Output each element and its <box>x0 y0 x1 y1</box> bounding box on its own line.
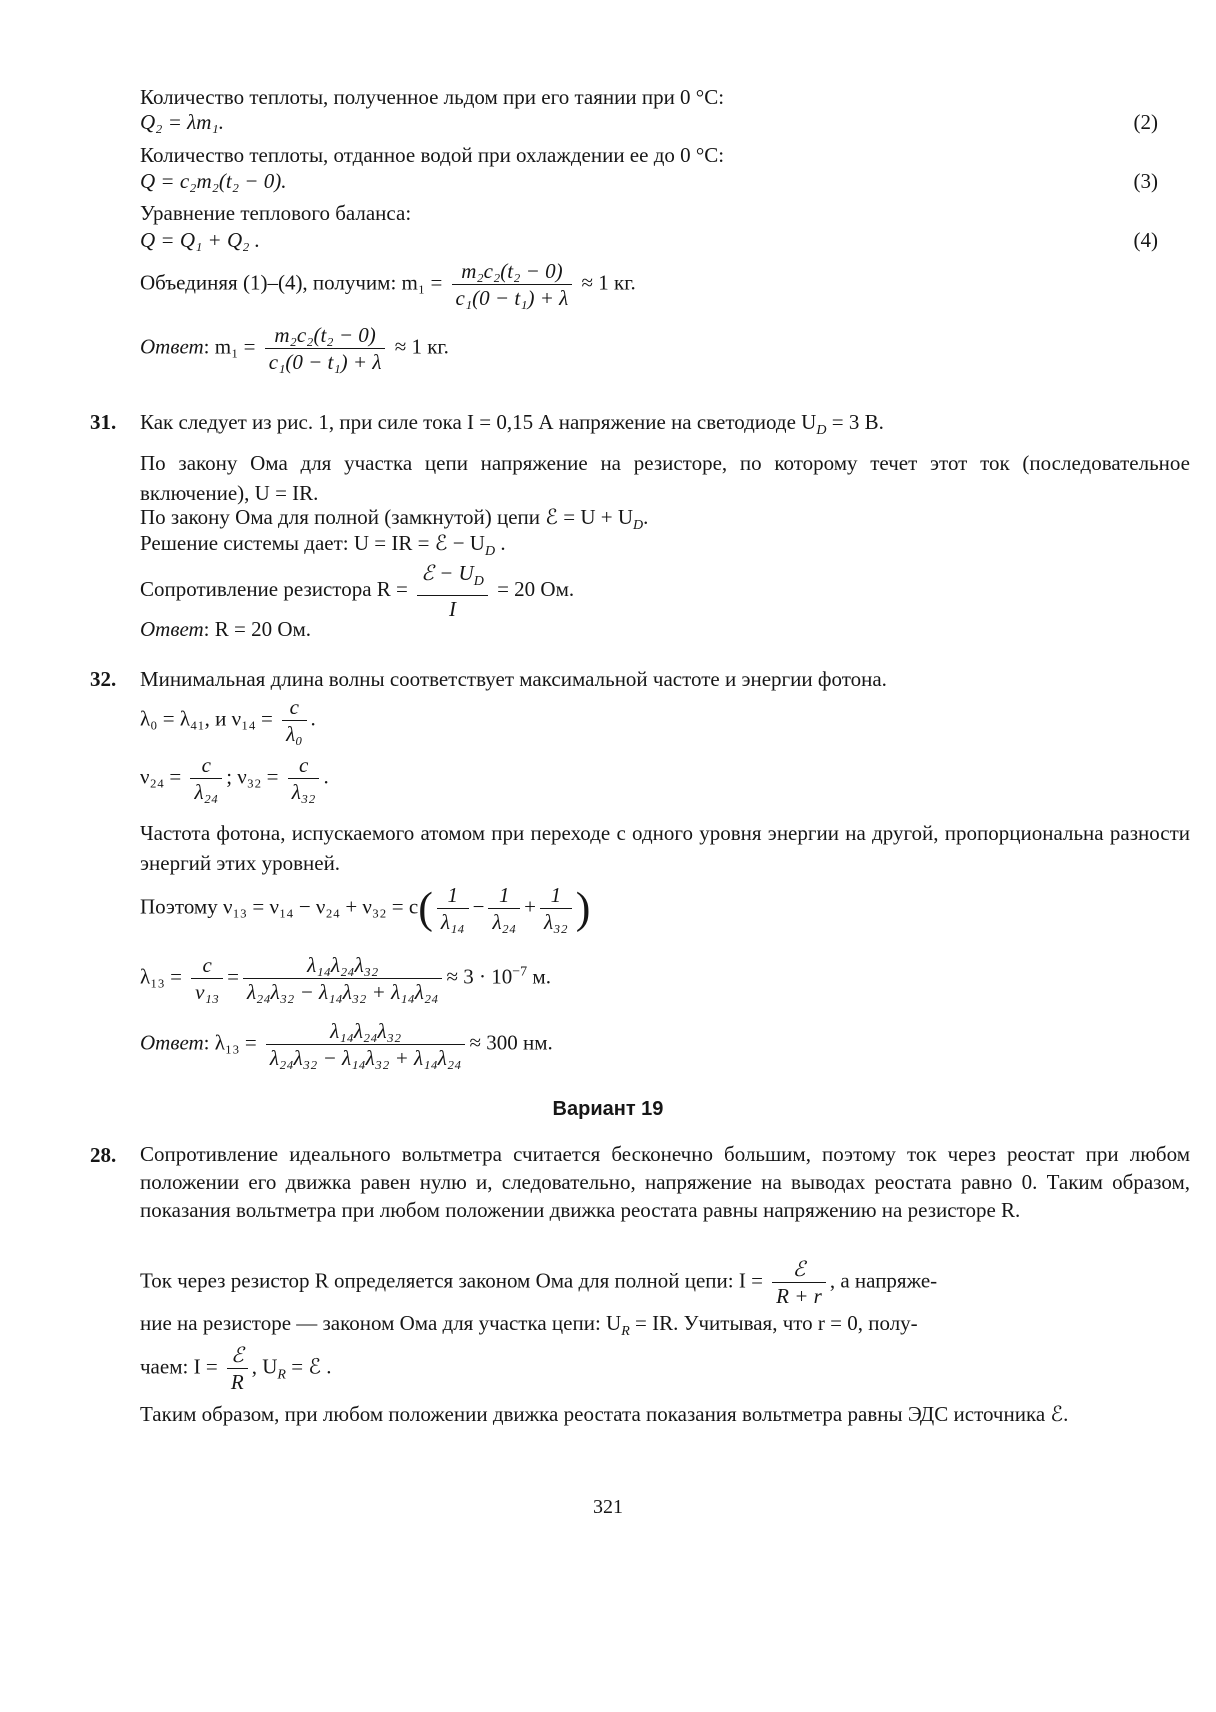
equation-number: (3) <box>1133 169 1158 193</box>
fraction-numerator <box>417 560 488 596</box>
fraction <box>266 1018 466 1071</box>
formula-middle: , U <box>251 1354 278 1379</box>
formula-suffix: ≈ 3 · 10 <box>446 964 513 989</box>
fraction <box>540 882 572 935</box>
text-span: Как следует из рис. 1, при силе тока I = 0,15 А напряжение на светодиоде U <box>140 410 817 434</box>
fraction-numerator: c <box>288 752 320 779</box>
text-span: . <box>643 505 649 529</box>
fraction-numerator: 1 <box>488 882 520 909</box>
formula-prefix: Поэтому ν₁₃ = ν₁₄ − ν₂₄ + ν₃₂ = c <box>140 894 419 919</box>
formula-middle: ; ν₃₂ = <box>226 764 279 789</box>
formula-balance: Q = Q₁ + Q₂ . <box>140 228 260 252</box>
text-line <box>140 407 884 446</box>
fraction <box>417 560 488 622</box>
formula-current <box>140 1256 937 1309</box>
paragraph: Сопротивление идеального вольтметра считается бесконечно большим, поэтому ток через реостат при любом положении его движка равен нулю и, следовательно, напряжение на выводах реостата равно 0. Таким образом, показания вольтметра при любом положении движка реостата равны напряжению на резисторе R. <box>140 1142 1190 1222</box>
answer-line <box>140 322 449 375</box>
fraction-numerator: λ₁₄λ₂₄λ₃₂ <box>243 952 443 979</box>
fraction-numerator: λ₁₄λ₂₄λ₃₂ <box>266 1018 466 1045</box>
formula-prefix: ν₂₄ = <box>140 764 182 789</box>
equation-number: (4) <box>1133 228 1158 252</box>
equation-number: (2) <box>1133 110 1158 134</box>
fraction-denominator: λ₀ <box>286 722 303 746</box>
fraction-numerator: c <box>282 694 306 721</box>
fraction-denominator: λ₂₄ <box>194 780 219 804</box>
answer-suffix: ≈ 1 кг. <box>394 334 449 359</box>
subscript: D <box>633 518 644 534</box>
fraction-numerator: c <box>190 752 222 779</box>
fraction-numerator: ℰ <box>772 1256 826 1283</box>
fraction-denominator: λ₁₄ <box>440 910 465 934</box>
formula-suffix: ≈ 1 кг. <box>581 270 636 295</box>
fraction-denominator: c₁(0 − t₁) + λ <box>268 350 382 374</box>
formula-lambda13: λ₁₃ = $\frac{c}{\text{ν₁₃}}$ = $\frac{\text{λ₁₄λ₂₄λ₃₂}}{\text{λ₂₄λ₃₂ − λ₁₄λ₃₂ + λ₁₄λ₂₄}}$ ≈ $3 \cdot 10^{-7}$ м. <box>140 953 551 1004</box>
fraction-numerator: m₂c₂(t₂ − 0) <box>265 322 386 349</box>
formula-suffix: , а напряже- <box>829 1268 938 1293</box>
formula-suffix: . <box>310 706 316 731</box>
fraction-denominator: λ₂₄ <box>492 910 517 934</box>
subscript: D <box>484 544 496 560</box>
fraction-denominator: λ₃₂ <box>291 780 316 804</box>
formula-nu13: Поэтому ν₁₃ = ν₁₄ − ν₂₄ + ν₃₂ = c( $\frac{1}{\text{λ₁₄}}$ − $\frac{1}{\text{λ₂₄}}$ + $\frac{1}{\text{λ₃₂}}$ ) <box>140 883 591 934</box>
formula-prefix: Сопротивление резистора R = <box>140 576 408 601</box>
section-heading: Вариант 19 <box>552 1098 664 1120</box>
formula-prefix: Ток через резистор R определяется законом Ома для полной цепи: I = <box>140 1268 763 1293</box>
page-number: 321 <box>593 1496 623 1518</box>
fraction-numerator: ℰ <box>227 1342 248 1369</box>
answer-line <box>140 614 311 644</box>
answer-label: Ответ <box>140 334 204 359</box>
fraction-denominator: R <box>230 1370 244 1394</box>
formula-q2: Q₂ = λm₁. <box>140 110 224 134</box>
answer-prefix: : λ₁₃ = <box>203 1030 257 1055</box>
unit: м. <box>527 964 551 989</box>
formula-q: Q = c₂m₂(t₂ − 0). <box>140 169 287 193</box>
fraction-numerator: c <box>191 952 223 979</box>
paren-open: ( <box>418 883 433 933</box>
fraction <box>437 882 469 935</box>
answer-label: Ответ <box>140 1030 204 1055</box>
formula-suffix: = ℰ . <box>285 1354 332 1379</box>
fraction <box>772 1256 826 1309</box>
problem-number: 28. <box>90 1143 117 1167</box>
fraction <box>227 1342 248 1395</box>
subscript: D <box>473 574 484 590</box>
text-span: ние на резисторе — законом Ома для участка цепи: U <box>140 1311 622 1335</box>
answer-suffix: ≈ 300 нм. <box>469 1030 553 1055</box>
fraction-denominator: λ₂₄λ₃₂ − λ₁₄λ₃₂ + λ₁₄λ₂₄ <box>246 980 439 1004</box>
fraction-denominator: c₁(0 − t₁) + λ <box>455 286 569 310</box>
problem-number: 31. <box>90 410 117 434</box>
formula-prefix: Объединяя (1)–(4), получим: m₁ = <box>140 270 443 295</box>
fraction <box>282 694 306 747</box>
subscript: D <box>816 423 827 439</box>
fraction <box>452 258 573 311</box>
formula-suffix: = 20 Ом. <box>497 576 575 601</box>
fraction <box>288 752 320 805</box>
superscript: −7 <box>512 964 528 980</box>
formula-prefix: λ₀ = λ₄₁, и ν₁₄ = <box>140 706 273 731</box>
answer-label: Ответ <box>140 617 204 641</box>
paragraph: По закону Ома для участка цепи напряжение на резисторе, по которому течет этот ток (последовательное включение), U = IR. <box>140 451 1190 505</box>
formula-resistance <box>140 560 574 622</box>
paragraph: Таким образом, при любом положении движка реостата показания вольтметра равны ЭДС источника ℰ. <box>140 1402 1069 1426</box>
text-span: = IR. Учитывая, что r = 0, полу- <box>629 1311 918 1335</box>
formula-prefix: λ₁₃ = <box>140 964 182 989</box>
paren-close: ) <box>575 883 591 933</box>
fraction <box>191 952 223 1005</box>
problem-number: 32. <box>90 667 117 691</box>
fraction-denominator: ν₁₃ <box>195 980 220 1004</box>
numerator-text: ℰ − U <box>421 561 474 585</box>
paragraph: Частота фотона, испускаемого атомом при переходе с одного уровня энергии на другой, пропорциональна разности энергий этих уровней. <box>140 821 1190 875</box>
formula-suffix: . <box>323 764 329 789</box>
fraction-denominator: λ₃₂ <box>543 910 568 934</box>
text-line: Количество теплоты, отданное водой при охлаждении ее до 0 °С: <box>140 143 725 167</box>
text-line: Уравнение теплового баланса: <box>140 201 412 225</box>
formula-combined <box>140 258 636 311</box>
fraction-denominator: I <box>448 597 456 622</box>
formula-nu14 <box>140 694 316 747</box>
formula-result <box>140 1342 332 1395</box>
fraction <box>488 882 520 935</box>
text-span: По закону Ома для полной (замкнутой) цепи ℰ = U + U <box>140 505 634 529</box>
formula-nu24-nu32 <box>140 752 329 805</box>
text-line: Количество теплоты, полученное льдом при его таянии при 0 °С: <box>140 85 725 109</box>
text-span: . <box>495 531 506 555</box>
subscript: R <box>621 1324 630 1340</box>
fraction <box>265 322 386 375</box>
answer-line <box>140 1018 553 1071</box>
answer-prefix: : m₁ = <box>203 334 256 359</box>
fraction <box>190 752 222 805</box>
subscript: R <box>277 1367 286 1383</box>
fraction-numerator: 1 <box>437 882 469 909</box>
fraction <box>243 952 443 1005</box>
fraction-denominator: R + r <box>776 1284 822 1308</box>
fraction-denominator: λ₂₄λ₃₂ − λ₁₄λ₃₂ + λ₁₄λ₂₄ <box>269 1046 462 1070</box>
fraction-numerator: 1 <box>540 882 572 909</box>
text-line: Минимальная длина волны соответствует максимальной частоте и энергии фотона. <box>140 667 887 691</box>
text-span: Решение системы дает: U = IR = ℰ − U <box>140 531 485 555</box>
formula-prefix: чаем: I = <box>140 1354 218 1379</box>
answer-text: : R = 20 Ом. <box>203 617 312 641</box>
fraction-numerator: m₂c₂(t₂ − 0) <box>452 258 573 285</box>
text-span: = 3 В. <box>826 410 884 434</box>
